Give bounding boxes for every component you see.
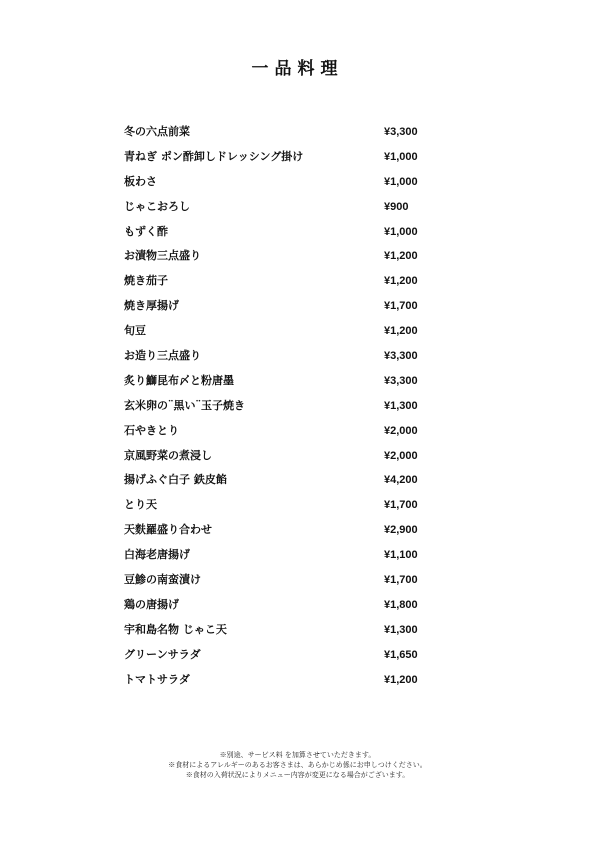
- item-name: 宇和島名物 じゃこ天: [124, 622, 227, 636]
- item-price: ¥1,200: [384, 325, 418, 338]
- item-name: とり天: [124, 498, 157, 512]
- item-name: トマトサラダ: [124, 672, 190, 686]
- menu-item: [124, 170, 424, 195]
- item-price: ¥1,300: [384, 399, 418, 412]
- item-name: 炙り鰤昆布〆と粉唐墨: [124, 373, 234, 387]
- menu-item: [124, 593, 424, 618]
- item-price: ¥1,200: [384, 250, 418, 263]
- item-price: ¥2,000: [384, 424, 418, 437]
- menu-item: [124, 543, 424, 568]
- item-price: ¥1,100: [384, 549, 418, 562]
- item-name: 青ねぎ ポン酢卸しドレッシング掛け: [124, 149, 304, 163]
- menu-item: [124, 369, 424, 394]
- menu-item: [124, 394, 424, 419]
- menu-item: [124, 419, 424, 444]
- item-price: ¥1,000: [384, 150, 418, 163]
- item-price: ¥1,650: [384, 648, 418, 661]
- item-name: お漬物三点盛り: [124, 249, 201, 263]
- menu-item: [124, 568, 424, 593]
- item-name: じゃこおろし: [124, 199, 190, 213]
- item-name: 玄米卵の¨黒い¨玉子焼き: [124, 398, 245, 412]
- menu-item: [124, 668, 424, 693]
- menu-item: [124, 220, 424, 245]
- menu-item: [124, 344, 424, 369]
- item-name: 焼き厚揚げ: [124, 299, 179, 313]
- item-name: 石やきとり: [124, 423, 179, 437]
- item-price: ¥1,200: [384, 673, 418, 686]
- item-price: ¥1,300: [384, 623, 418, 636]
- allergy-note: ※食材によるアレルギーのあるお客さまは、あらかじめ係にお申しつけください。: [168, 761, 427, 769]
- item-price: ¥1,800: [384, 598, 418, 611]
- item-name: 旬豆: [124, 324, 146, 338]
- item-name: 白海老唐揚げ: [124, 548, 190, 562]
- item-name: 豆鯵の南蛮漬け: [124, 573, 201, 587]
- item-price: ¥3,300: [384, 350, 418, 363]
- menu-change-note: ※食材の入荷状況によりメニュー内容が変更になる場合がございます。: [185, 771, 410, 779]
- menu-item: [124, 269, 424, 294]
- item-price: ¥900: [384, 200, 409, 213]
- item-price: ¥2,900: [384, 524, 418, 537]
- footer-notes: [0, 750, 595, 780]
- service-charge-note: ※別途、サービス料 を加算させていただきます。: [219, 751, 376, 759]
- item-name: 焼き茄子: [124, 274, 168, 288]
- item-price: ¥3,300: [384, 374, 418, 387]
- item-price: ¥3,300: [384, 126, 418, 138]
- menu-item: [124, 493, 424, 518]
- menu-item: [124, 195, 424, 220]
- item-name: 天麩羅盛り合わせ: [124, 523, 212, 537]
- menu-item: [124, 294, 424, 319]
- item-price: ¥1,000: [384, 175, 418, 188]
- item-name: もずく酢: [124, 224, 168, 238]
- item-price: ¥1,000: [384, 225, 418, 238]
- item-name: 揚げふぐ白子 鉄皮餡: [124, 473, 227, 487]
- menu-item: [124, 319, 424, 344]
- menu-item: [124, 618, 424, 643]
- item-name: グリーンサラダ: [124, 647, 201, 661]
- menu-item: [124, 468, 424, 493]
- page-title: 一品料理: [251, 59, 344, 79]
- item-name: 板わさ: [124, 174, 157, 188]
- menu-item: [124, 518, 424, 543]
- item-name: 鶏の唐揚げ: [124, 597, 179, 611]
- menu-item: [124, 145, 424, 170]
- menu-item: [124, 643, 424, 668]
- menu-item: [124, 244, 424, 269]
- item-name: お造り三点盛り: [124, 349, 201, 363]
- item-price: ¥1,200: [384, 275, 418, 288]
- item-price: ¥1,700: [384, 300, 418, 313]
- item-price: ¥4,200: [384, 474, 418, 487]
- menu-item: [124, 120, 424, 145]
- item-price: ¥2,000: [384, 449, 418, 462]
- item-price: ¥1,700: [384, 499, 418, 512]
- item-name: 冬の六点前菜: [124, 125, 190, 138]
- menu-item: [124, 444, 424, 469]
- item-name: 京風野菜の煮浸し: [124, 448, 212, 462]
- item-price: ¥1,700: [384, 574, 418, 587]
- menu-list: [124, 120, 424, 692]
